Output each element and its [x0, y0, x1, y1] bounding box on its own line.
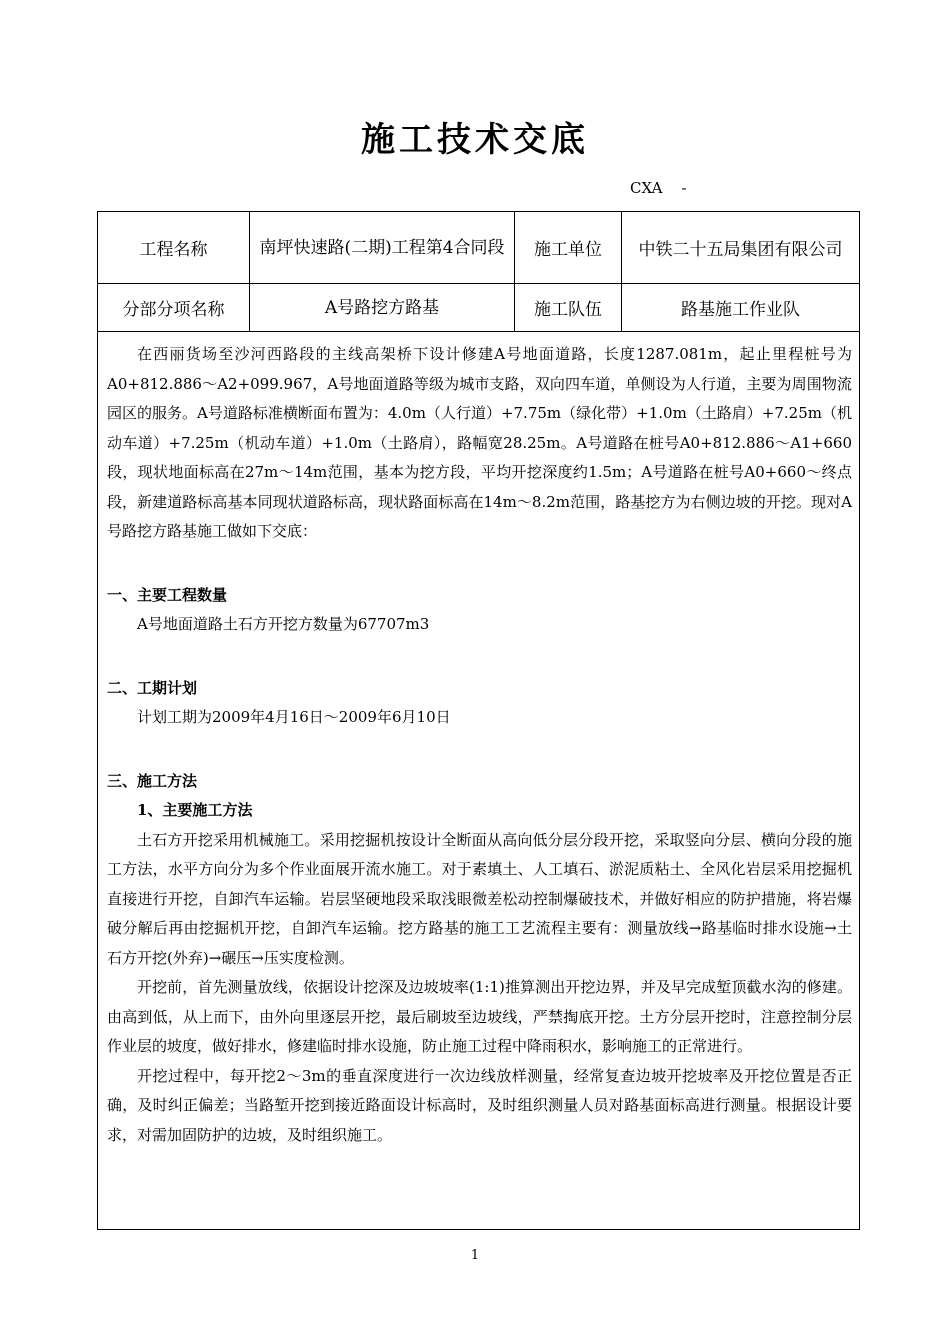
method-paragraph-1: 土石方开挖采用机械施工。采用挖掘机按设计全断面从高向低分层分段开挖，采取竖向分层、横向分段的施工方法，水平方向分为多个作业面展开流水施工。对于素填土、人工填石、淤泥质粘土、全风化岩层采用挖掘机直接进行开挖，自卸汽车运输。岩层坚硬地段采取浅眼微差松动控制爆破技术，并做好相应的防护措施，将岩爆破分解后再由挖掘机开挖，自卸汽车运输。挖方路基的施工工艺流程主要有：测量放线→路基临时排水设施→土石方开挖(外弃)→碾压→压实度检测。	[107, 830, 852, 967]
header-row-2	[98, 284, 860, 332]
intro-paragraph: 在西丽货场至沙河西路段的主线高架桥下设计修建A号地面道路，长度1287.081m，起止里程桩号为A0+812.886～A2+099.967，A号地面道路等级为城市支路，双向四车道，单侧设为人行道，主要为周围物流园区的服务。A号道路标准横断面布置为：4.0m（人行道）+7.75m（绿化带）+1.0m（土路肩）+7.25m（机动车道）+7.25m（机动车道）+1.0m（土路肩），路幅宽28.25m。A号道路在桩号A0+812.886～A1+660段，现状地面标高在27m～14m范围，基本为挖方段，平均开挖深度约1.5m；A号道路在桩号A0+660～终点段，新建道路标高基本同现状道路标高，现状路面标高在14m～8.2m范围，路基挖方为右侧边坡的开挖。现对A号路挖方路基施工做如下交底：	[107, 345, 852, 540]
header-table	[97, 211, 860, 332]
team-value: 路基施工作业队	[622, 284, 860, 332]
unit-value: 中铁二十五局集团有限公司	[622, 212, 860, 284]
document-title: 施工技术交底	[361, 120, 589, 160]
team-label: 施工队伍	[515, 284, 622, 332]
section-1-heading: 一、主要工程数量	[107, 585, 228, 604]
item-label: 分部分项名称	[98, 284, 250, 332]
section-3-subheading: 1、主要施工方法	[137, 801, 253, 819]
section-2-heading: 二、工期计划	[107, 678, 198, 697]
method-paragraph-2: 开挖前，首先测量放线，依据设计挖深及边坡坡率(1:1)推算测出开挖边界，并及早完成堑顶截水沟的修建。由高到低，从上而下，由外向里逐层开挖，最后刷坡至边坡线，严禁掏底开挖。土方分层开挖时，注意控制分层作业层的坡度，做好排水，修建临时排水设施，防止施工过程中降雨积水，影响施工的正常进行。	[107, 978, 852, 1055]
item-value: A号路挖方路基	[250, 284, 515, 332]
project-name-value: 南坪快速路(二期)工程第4合同段	[250, 212, 515, 284]
section-1-text: A号地面道路土石方开挖方数量为67707m3	[137, 615, 430, 633]
unit-label: 施工单位	[515, 212, 622, 284]
method-paragraph-3: 开挖过程中，每开挖2～3m的垂直深度进行一次边线放样测量，经常复查边坡开挖坡率及开挖位置是否正确，及时纠正偏差；当路堑开挖到接近路面设计标高时，及时组织测量人员对路基面标高进行测量。根据设计要求，对需加固防护的边坡，及时组织施工。	[107, 1066, 852, 1144]
document-number: CXA -	[630, 179, 687, 197]
project-name-label: 工程名称	[98, 212, 250, 284]
section-3-heading: 三、施工方法	[107, 771, 198, 790]
document-body	[107, 340, 852, 1150]
section-2-text: 计划工期为2009年4月16日～2009年6月10日	[137, 708, 451, 726]
header-row-1	[98, 212, 860, 284]
page-number: 1	[470, 1248, 480, 1263]
